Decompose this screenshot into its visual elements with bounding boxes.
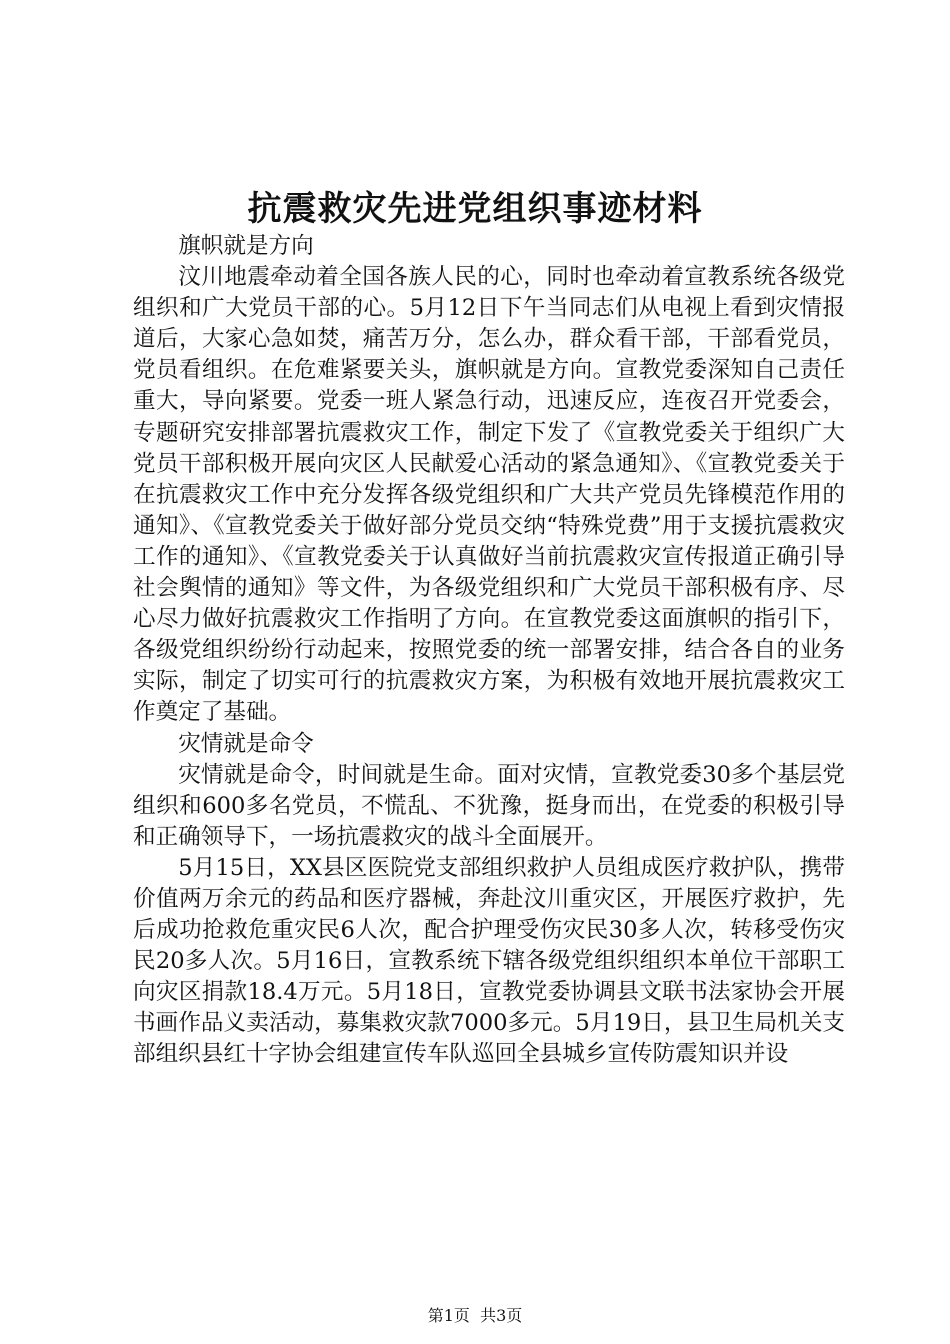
section-heading-flag: 旗帜就是方向	[178, 233, 314, 259]
document-title: 抗震救灾先进党组织事迹材料	[247, 189, 703, 229]
paragraph-flag-direction: 汶川地震牵动着全国各族人民的心，同时也牵动着宣教系统各级党组织和广大党员干部的心。5月12日下午当同志们从电视上看到灾情报道后，大家心急如焚，痛苦万分，怎么办，群众看干部，干部看党员，党员看组织。在危难紧要关头，旗帜就是方向。宣教党委深知自己责任重大，导向紧要。党委一班人紧急行动，迅速反应，连夜召开党委会，专题研究安排部署抗震救灾工作，制定下发了《宣教党委关于组织广大党员干部积极开展向灾区人民献爱心活动的紧急通知》、《宣教党委关于在抗震救灾工作中充分发挥各级党组织和广大共产党员先锋模范作用的通知》、《宣教党委关于做好部分党员交纳“特殊党费”用于支援抗震救灾工作的通知》、《宣教党委关于认真做好当前抗震救灾宣传报道正确引导社会舆情的通知》等文件，为各级党组织和广大党员干部积极有序、尽心尽力做好抗震救灾工作指明了方向。在宣教党委这面旗帜的指引下，各级党组织纷纷行动起来，按照党委的统一部署安排，结合各自的业务实际，制定了切实可行的抗震救灾方案，为积极有效地开展抗震救灾工作奠定了基础。	[133, 264, 845, 726]
paragraph-relief-actions: 5月15日，XX县区医院党支部组织救护人员组成医疗救护队，携带价值两万余元的药品和医疗器械，奔赴汶川重灾区，开展医疗救护，先后成功抢救危重灾民6人次，配合护理受伤灾民30多人次，转移受伤灾民20多人次。5月16日，宣教系统下辖各级党组织组织本单位干部职工向灾区捐款18.4万元。5月18日，宣教党委协调县文联书法家协会开展书画作品义卖活动，募集救灾款7000多元。5月19日，县卫生局机关支部组织县红十字协会组建宣传车队巡回全县城乡宣传防震知识并设	[133, 854, 845, 1068]
page-footer	[0, 1306, 950, 1326]
document-body	[133, 231, 845, 1071]
section-heading-command: 灾情就是命令	[178, 730, 314, 757]
page-number: 第1页 共3页	[427, 1306, 523, 1325]
paragraph-command-intro: 灾情就是命令，时间就是生命。面对灾情，宣教党委30多个基层党组织和600多名党员，不慌乱、不犹豫，挺身而出，在党委的积极引导和正确领导下，一场抗震救灾的战斗全面展开。	[133, 761, 845, 850]
